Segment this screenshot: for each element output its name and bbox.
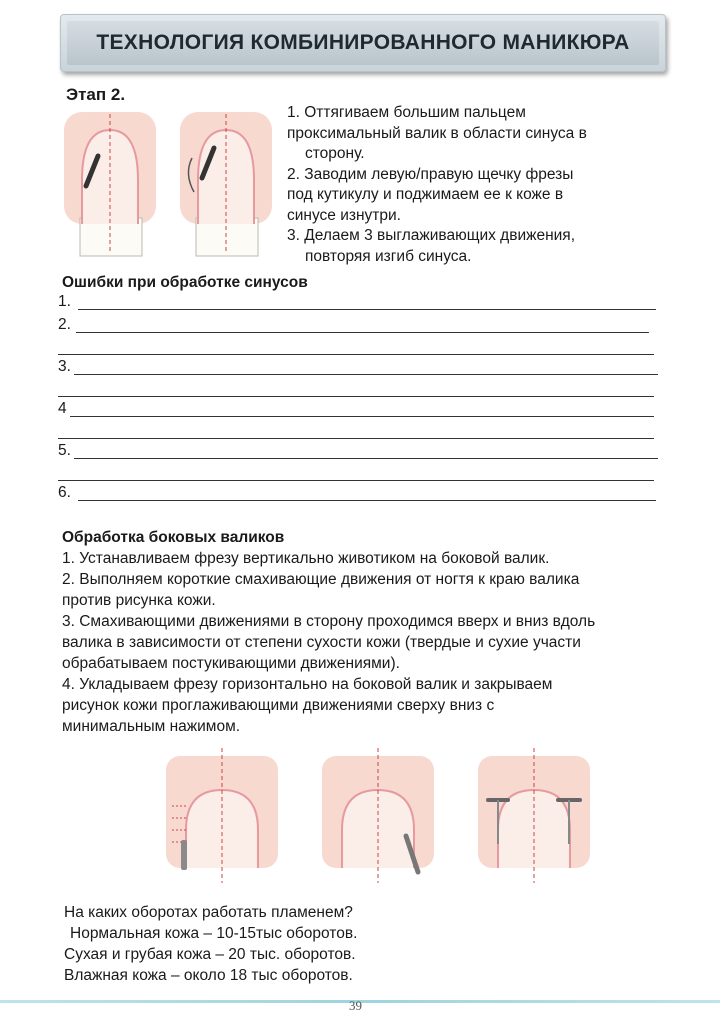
error-item-number: 2. <box>58 316 71 333</box>
answer-line <box>58 438 654 439</box>
lateral-line: рисунок кожи проглаживающими движениями сверху вниз с <box>62 697 495 714</box>
nail-illustration-2 <box>322 748 434 883</box>
answer-line <box>74 374 658 375</box>
error-item-number: 4 <box>58 400 67 417</box>
nail-illustration-1 <box>166 748 278 883</box>
stage-step-line: синусе изнутри. <box>287 206 401 224</box>
error-item-number: 3. <box>58 358 71 375</box>
stage-figures <box>62 108 277 258</box>
lateral-line: против рисунка кожи. <box>62 592 216 609</box>
answer-line <box>58 396 654 397</box>
lateral-line: обрабатываем постукивающими движениями). <box>62 655 400 672</box>
nail-illustration-3 <box>478 748 590 883</box>
header-banner <box>60 14 666 72</box>
answer-line <box>58 354 654 355</box>
error-item-number: 5. <box>58 442 71 459</box>
answer-line <box>70 416 654 417</box>
answer-line <box>76 332 649 333</box>
stage-step-line: 1. Оттягиваем большим пальцем <box>287 104 526 121</box>
lateral-line: 4. Укладываем фрезу горизонтально на боковой валик и закрываем <box>62 676 553 693</box>
page-number: 39 <box>349 998 362 1013</box>
stage-step-line: под кутикулу и поджимаем ее к коже в <box>287 186 564 203</box>
page-title: ТЕХНОЛОГИЯ КОМБИНИРОВАННОГО МАНИКЮРА <box>96 31 630 54</box>
lateral-title: Обработка боковых валиков <box>62 529 285 546</box>
finger-illustration-right <box>180 112 272 256</box>
lateral-line: 2. Выполняем короткие смахивающие движения от ногтя к краю валика <box>62 571 580 588</box>
stage-step-line: сторону. <box>305 145 365 162</box>
rpm-section <box>64 902 357 986</box>
lateral-line: минимальным нажимом. <box>62 718 241 735</box>
errors-title: Ошибки при обработке синусов <box>62 274 308 291</box>
stage-step-line: повторяя изгиб синуса. <box>305 247 472 265</box>
rpm-normal: Нормальная кожа – 10-15тыс оборотов. <box>70 925 358 942</box>
answer-line <box>58 480 654 481</box>
answer-line <box>78 309 656 310</box>
stage-steps <box>287 103 647 267</box>
answer-line <box>78 500 656 501</box>
error-item-number: 6. <box>58 484 71 501</box>
stage-title: Этап 2. <box>66 85 126 104</box>
stage-step-line: проксимальный валик в области синуса в <box>287 124 587 142</box>
answer-line <box>74 458 658 459</box>
stage-step-line: 3. Делаем 3 выглаживающих движения, <box>287 227 576 244</box>
finger-illustration-left <box>64 112 156 256</box>
header-banner-inner <box>67 21 659 65</box>
lateral-section <box>62 527 672 737</box>
stage-step-line: 2. Заводим левую/правую щечку фрезы <box>287 165 574 183</box>
error-item-number: 1. <box>58 293 71 310</box>
lateral-figures <box>160 748 610 888</box>
rpm-question: На каких оборотах работать пламенем? <box>64 904 353 921</box>
lateral-line: 3. Смахивающими движениями в сторону проходимся вверх и вниз вдоль <box>62 613 596 630</box>
rpm-wet: Влажная кожа – около 18 тыс оборотов. <box>64 967 353 984</box>
rpm-dry: Сухая и грубая кожа – 20 тыс. оборотов. <box>64 946 356 963</box>
lateral-line: валика в зависимости от степени сухости кожи (твердые и сухие участи <box>62 634 581 651</box>
lateral-line: 1. Устанавливаем фрезу вертикально животиком на боковой валик. <box>62 550 550 567</box>
